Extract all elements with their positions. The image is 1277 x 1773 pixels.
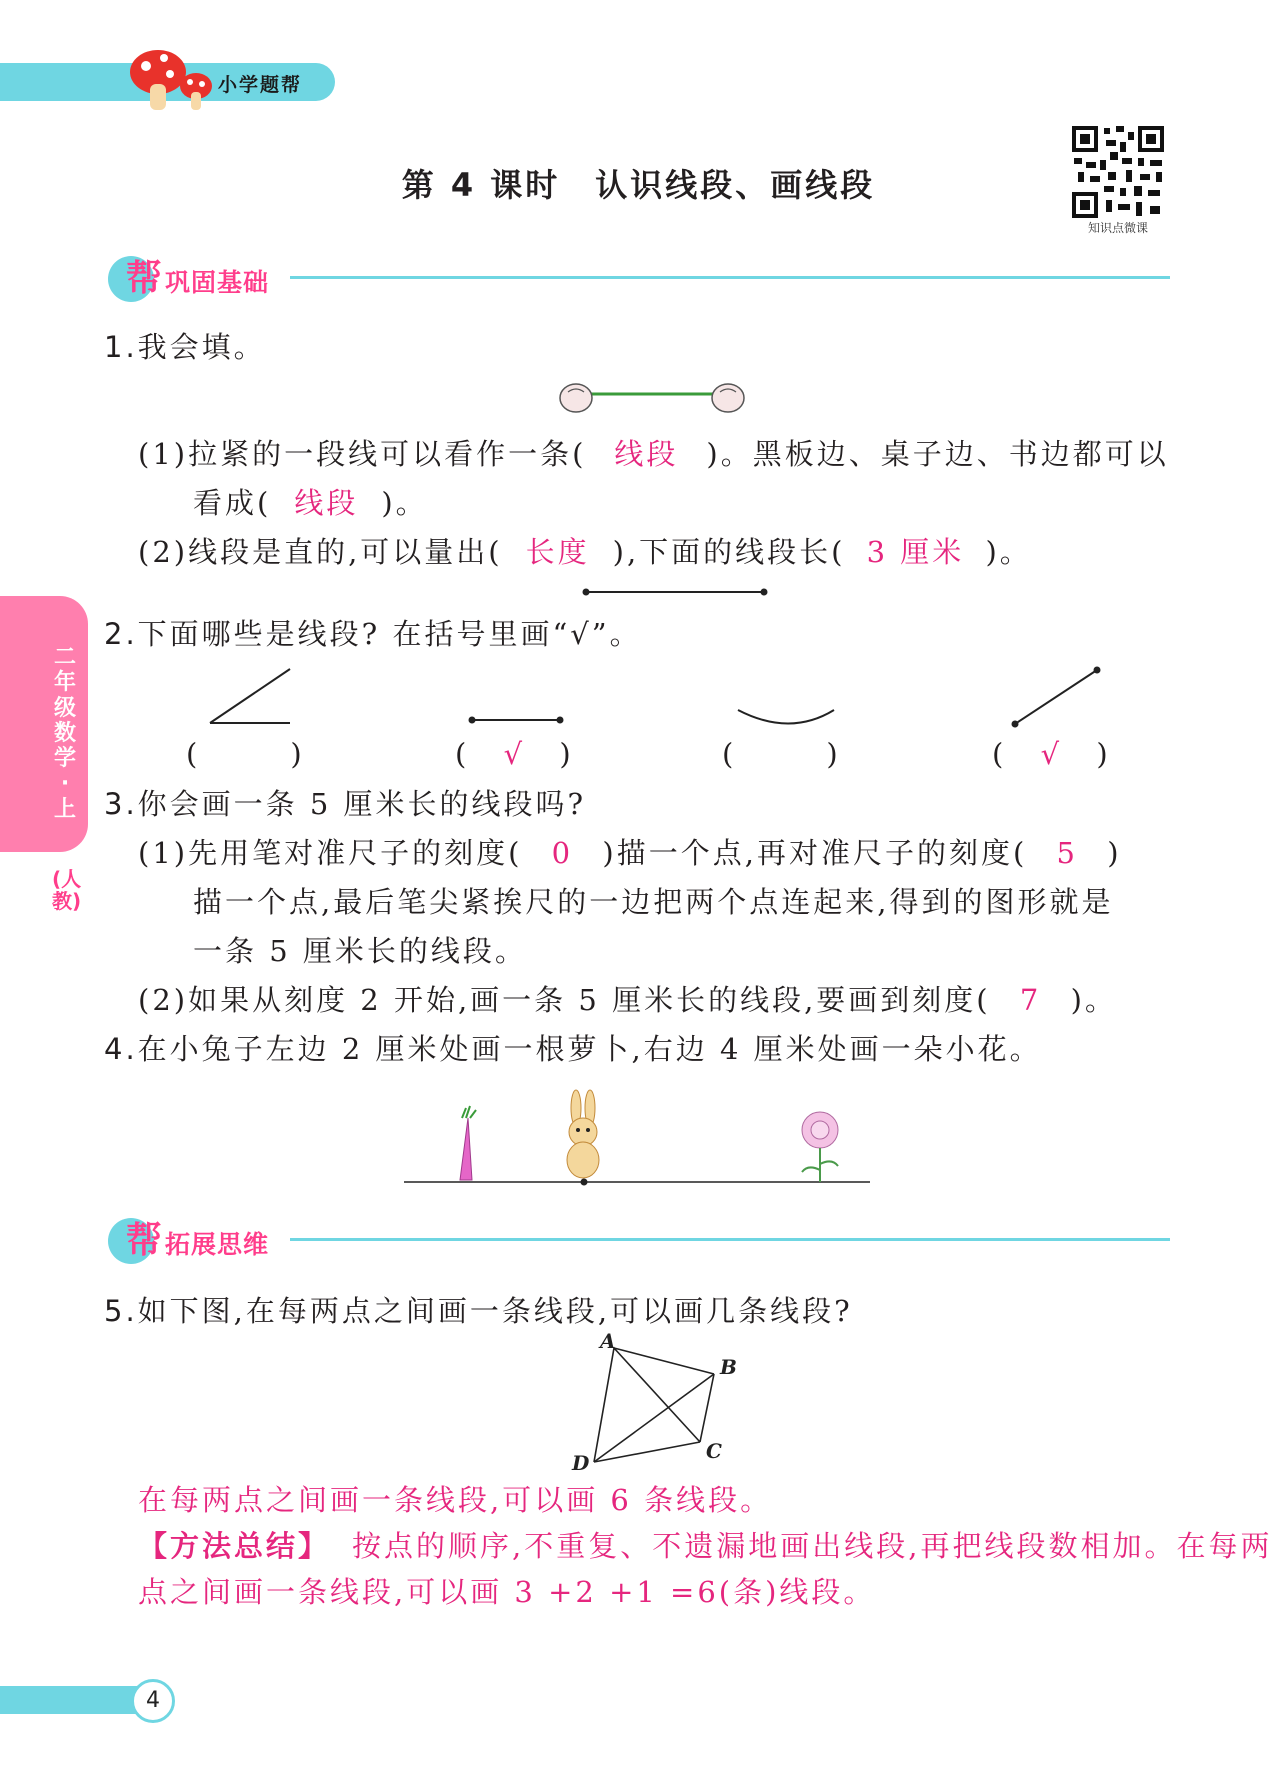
brand-name: 小学题帮: [218, 74, 303, 96]
q3-part1-line1: (1)先用笔对准尺子的刻度( 0 )描一个点,再对准尺子的刻度( 5 ): [138, 836, 1122, 870]
point-a-label: A: [600, 1330, 616, 1353]
q2-answer-3: ( ): [722, 737, 841, 771]
point-b-label: B: [720, 1355, 737, 1379]
figure-curve: [738, 710, 834, 724]
figure-angle: [210, 669, 290, 723]
q1-part2: (2)线段是直的,可以量出( 长度 ),下面的线段长( 3 厘米 )。: [138, 535, 1032, 569]
section-title-basics: 巩固基础: [165, 268, 270, 297]
section-divider: [290, 1238, 1170, 1241]
section-bang: 帮: [126, 258, 163, 299]
q2-stem: 2.下面哪些是线段? 在括号里画“√”。: [104, 617, 642, 651]
q5-stem: 5.如下图,在每两点之间画一条线段,可以画几条线段?: [104, 1294, 853, 1328]
rabbit-icon: [567, 1090, 599, 1178]
q1-stem: 1.我会填。: [104, 330, 266, 364]
side-publisher-label: (人教): [52, 867, 82, 913]
measured-segment: [580, 585, 770, 599]
q1-part1-line1: (1)拉紧的一段线可以看作一条( 线段 )。黑板边、桌子边、书边都可以: [138, 437, 1169, 471]
q2-answer-4: ( √ ): [992, 737, 1111, 771]
figure-segment-horizontal: [469, 717, 564, 724]
section-bang: 帮: [126, 1220, 163, 1261]
q5-answer: 在每两点之间画一条线段,可以画 6 条线段。: [138, 1483, 773, 1517]
q4-figure: [400, 1080, 880, 1190]
q3-part1-line2: 描一个点,最后笔尖紧挨尺的一边把两个点连起来,得到的图形就是: [193, 885, 1114, 919]
flower-icon: [802, 1112, 838, 1182]
q4-stem: 4.在小兔子左边 2 厘米处画一根萝卜,右边 4 厘米处画一朵小花。: [104, 1032, 1042, 1066]
mushroom-logo-icon: [128, 44, 224, 116]
q5-method-line1: 【方法总结】 按点的顺序,不重复、不遗漏地画出线段,再把线段数相加。在每两: [138, 1529, 1273, 1563]
point-d-label: D: [572, 1451, 590, 1470]
stretched-string-icon: [558, 380, 746, 416]
section-title-extension: 拓展思维: [165, 1230, 270, 1259]
q3-stem: 3.你会画一条 5 厘米长的线段吗?: [104, 787, 587, 821]
side-grade-label: 二年级数学·上: [53, 645, 76, 822]
q2-answer-1: ( ): [186, 737, 305, 771]
section-divider: [290, 276, 1170, 279]
qr-code-icon: [1070, 124, 1166, 220]
q2-figures: [200, 665, 1160, 735]
page-number: 4: [131, 1679, 175, 1723]
quadrilateral-figure: [560, 1330, 750, 1470]
figure-segment-diagonal: [1012, 667, 1101, 728]
q5-method-line2: 点之间画一条线段,可以画 3 +2 +1 =6(条)线段。: [138, 1575, 876, 1609]
q3-part2: (2)如果从刻度 2 开始,画一条 5 厘米长的线段,要画到刻度( 7 )。: [138, 983, 1117, 1017]
carrot-icon: [460, 1106, 476, 1180]
qr-caption: 知识点微课: [1087, 221, 1148, 235]
lesson-title: 第 4 课时 认识线段、画线段: [401, 166, 876, 204]
point-c-label: C: [706, 1439, 722, 1463]
q3-part1-line3: 一条 5 厘米长的线段。: [193, 934, 527, 968]
q2-answer-2: ( √ ): [455, 737, 574, 771]
q1-part1-line2: 看成( 线段 )。: [193, 486, 428, 520]
